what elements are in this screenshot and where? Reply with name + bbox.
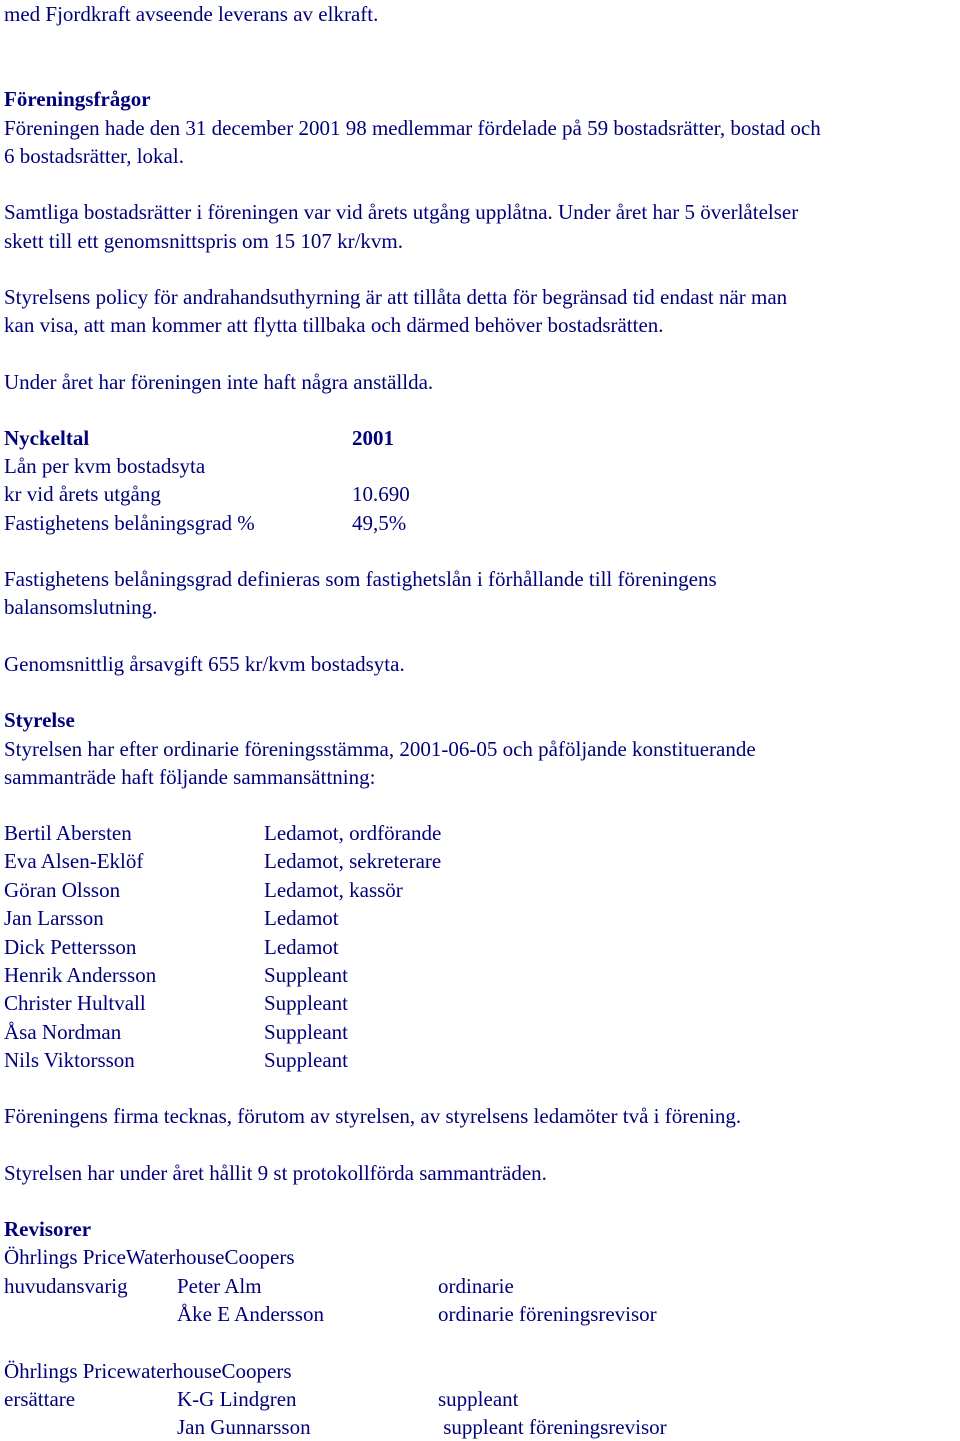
ltv-definition-line1: Fastighetens belåningsgrad definieras som fastighetslån i förhållande till föreningens — [4, 567, 717, 591]
auditor-firm-1: Öhrlings PriceWaterhouseCoopers — [4, 1245, 295, 1269]
member-role: Suppleant — [264, 963, 348, 987]
auditor-name: Jan Gunnarsson — [177, 1415, 311, 1439]
loan-value: 10.690 — [352, 482, 410, 506]
member-name: Göran Olsson — [4, 878, 121, 902]
avgift-text: Genomsnittlig årsavgift 655 kr/kvm bostadsyta. — [4, 652, 405, 676]
member-role: Suppleant — [264, 991, 348, 1015]
heading-revisorer: Revisorer — [4, 1217, 92, 1241]
transfer-text-line2: skett till ett genomsnittspris om 15 107 kr/kvm. — [4, 229, 403, 253]
auditor-name: Åke E Andersson — [177, 1302, 324, 1326]
auditor-label-main: huvudansvarig — [4, 1274, 128, 1298]
member-role: Ledamot, kassör — [264, 878, 403, 902]
member-name: Henrik Andersson — [4, 963, 157, 987]
ltv-value: 49,5% — [352, 511, 407, 535]
member-name: Nils Viktorsson — [4, 1048, 135, 1072]
intro-text: med Fjordkraft avseende leverans av elkraft. — [4, 2, 379, 26]
ltv-definition-line2: balansomslutning. — [4, 595, 158, 619]
member-name: Dick Pettersson — [4, 935, 137, 959]
auditor-name: K-G Lindgren — [177, 1387, 297, 1411]
member-role: Ledamot, ordförande — [264, 821, 442, 845]
members-text-line1: Föreningen hade den 31 december 2001 98 medlemmar fördelade på 59 bostadsrätter, bostad och — [4, 116, 821, 140]
transfer-text-line1: Samtliga bostadsrätter i föreningen var vid årets utgång upplåtna. Under året har 5 överlåtelser — [4, 200, 799, 224]
auditor-role: suppleant — [438, 1387, 519, 1411]
member-name: Jan Larsson — [4, 906, 104, 930]
member-name: Åsa Nordman — [4, 1020, 122, 1044]
meetings-text: Styrelsen har under året hållit 9 st protokollförda sammanträden. — [4, 1161, 547, 1185]
auditor-role: suppleant föreningsrevisor — [438, 1415, 667, 1439]
member-role: Ledamot — [264, 906, 339, 930]
member-name: Bertil Abersten — [4, 821, 132, 845]
board-intro-line2: sammanträde haft följande sammansättning: — [4, 765, 376, 789]
heading-foreningsfragor: Föreningsfrågor — [4, 87, 151, 111]
member-role: Suppleant — [264, 1048, 348, 1072]
member-name: Christer Hultvall — [4, 991, 146, 1015]
member-role: Ledamot — [264, 935, 339, 959]
member-name: Eva Alsen-Eklöf — [4, 849, 144, 873]
member-role: Ledamot, sekreterare — [264, 849, 442, 873]
board-intro-line1: Styrelsen har efter ordinarie föreningsstämma, 2001-06-05 och påföljande konstituerande — [4, 737, 756, 761]
heading-styrelse: Styrelse — [4, 708, 75, 732]
employees-text: Under året har föreningen inte haft några anställda. — [4, 370, 434, 394]
auditor-label-deputy: ersättare — [4, 1387, 76, 1411]
nyckeltal-year: 2001 — [352, 426, 394, 450]
loan-label-line1: Lån per kvm bostadsyta — [4, 454, 206, 478]
heading-nyckeltal: Nyckeltal — [4, 426, 90, 450]
ltv-label: Fastighetens belåningsgrad % — [4, 511, 255, 535]
member-role: Suppleant — [264, 1020, 348, 1044]
auditor-role: ordinarie — [438, 1274, 514, 1298]
signatory-text: Föreningens firma tecknas, förutom av styrelsen, av styrelsens ledamöter två i förening. — [4, 1104, 742, 1128]
auditor-role: ordinarie föreningsrevisor — [438, 1302, 657, 1326]
auditor-firm-2: Öhrlings PricewaterhouseCoopers — [4, 1359, 292, 1383]
policy-text-line2: kan visa, att man kommer att flytta tillbaka och därmed behöver bostadsrätten. — [4, 313, 664, 337]
policy-text-line1: Styrelsens policy för andrahandsuthyrning är att tillåta detta för begränsad tid endast när man — [4, 285, 788, 309]
loan-label-line2: kr vid årets utgång — [4, 482, 161, 506]
members-text-line2: 6 bostadsrätter, lokal. — [4, 144, 184, 168]
auditor-name: Peter Alm — [177, 1274, 262, 1298]
